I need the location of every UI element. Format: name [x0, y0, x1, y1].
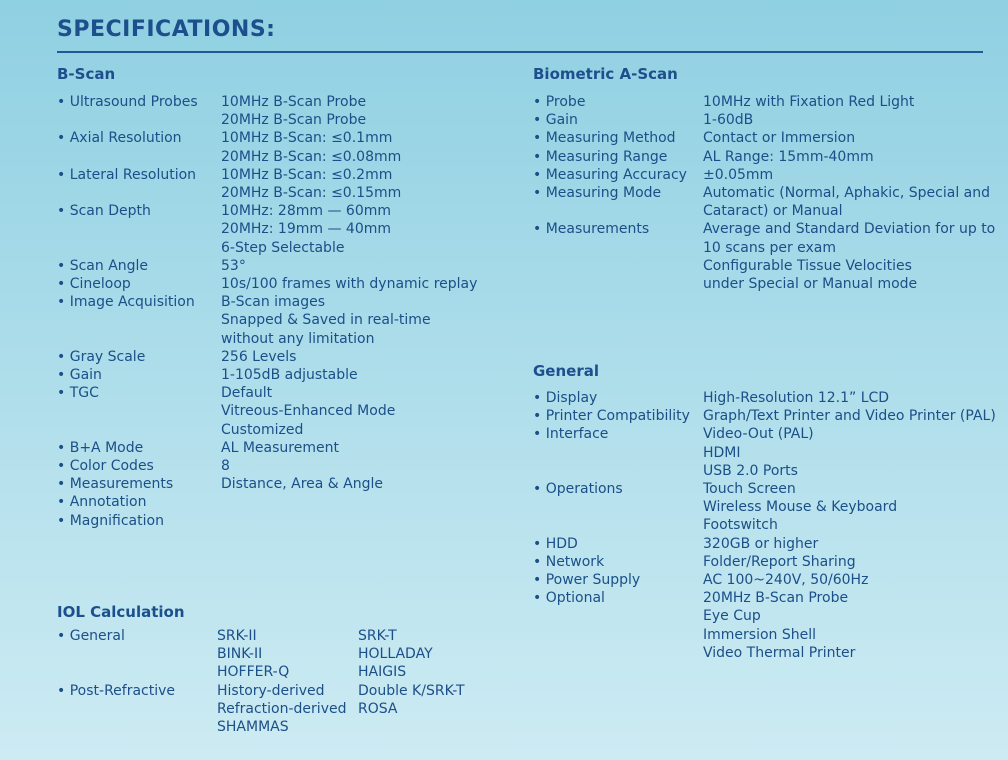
spec-label: • Cineloop: [57, 275, 221, 293]
iol-formula: Double K/SRK-T: [358, 682, 465, 699]
spec-value: HDMI: [703, 444, 741, 461]
iol-formula: ROSA: [358, 700, 398, 717]
spec-values: [703, 535, 818, 553]
iol-heading: IOL Calculation: [57, 603, 185, 621]
spec-values: [221, 202, 391, 257]
page-title: SPECIFICATIONS:: [57, 17, 276, 42]
iol-formula: History-derived: [217, 682, 325, 699]
spec-label: • Gain: [533, 111, 703, 129]
iol-formula-column-1: [217, 682, 358, 737]
spec-label: • Printer Compatibility: [533, 407, 703, 425]
spec-label: • Scan Depth: [57, 202, 221, 257]
spec-row: [533, 480, 996, 535]
spec-label: • Measuring Range: [533, 148, 703, 166]
spec-row: [57, 366, 477, 384]
spec-label: • TGC: [57, 384, 221, 439]
spec-row: [57, 275, 477, 293]
spec-row: [57, 439, 477, 457]
spec-row: [533, 407, 996, 425]
spec-values: [221, 129, 401, 165]
spec-value: AL Range: 15mm-40mm: [703, 148, 874, 165]
spec-value: ±0.05mm: [703, 166, 774, 183]
spec-row: [533, 111, 995, 129]
spec-values: [703, 407, 996, 425]
spec-row: [533, 553, 996, 571]
spec-value: Default: [221, 385, 273, 402]
spec-values: [221, 348, 296, 366]
spec-values: [703, 166, 773, 184]
spec-value: Footswitch: [703, 517, 778, 534]
spec-row: [533, 425, 996, 480]
spec-label: • Annotation: [57, 493, 221, 511]
iol-formula-column-1: [217, 627, 358, 682]
spec-label: • Color Codes: [57, 457, 221, 475]
spec-label: • Gray Scale: [57, 348, 221, 366]
spec-value: AL Measurement: [221, 439, 339, 456]
iol-label: • General: [57, 627, 217, 682]
spec-values: [703, 425, 814, 480]
spec-values: [703, 389, 889, 407]
spec-label: • Magnification: [57, 512, 221, 530]
iol-formula-column-2: [358, 682, 465, 737]
spec-values: [221, 275, 477, 293]
spec-value: Eye Cup: [703, 608, 761, 625]
spec-value: Video-Out (PAL): [703, 426, 814, 443]
spec-values: [703, 111, 753, 129]
spec-value: High-Resolution 12.1” LCD: [703, 390, 890, 406]
spec-row: [57, 129, 477, 165]
spec-values: [703, 480, 897, 535]
spec-value: 10MHz B-Scan: ≤0.1mm: [221, 130, 393, 147]
spec-values: [703, 220, 995, 293]
spec-label: • Network: [533, 553, 703, 571]
spec-row: [533, 93, 995, 111]
spec-label: • Measuring Mode: [533, 184, 703, 220]
iol-formula: BINK-II: [217, 646, 263, 663]
spec-value: 10MHz: 28mm — 60mm: [221, 203, 392, 220]
iol-spec-list: [57, 627, 465, 736]
spec-value: Wireless Mouse & Keyboard: [703, 499, 898, 516]
spec-value: Contact or Immersion: [703, 130, 856, 147]
spec-value: Average and Standard Deviation for up to: [703, 221, 996, 238]
iol-formula: SRK-II: [217, 628, 257, 644]
spec-value: 256 Levels: [221, 348, 297, 365]
spec-values: [703, 184, 990, 220]
spec-row: [533, 166, 995, 184]
spec-value: 20MHz: 19mm — 40mm: [221, 221, 392, 238]
spec-label: • Scan Angle: [57, 257, 221, 275]
spec-label: • Lateral Resolution: [57, 166, 221, 202]
iol-formula-column-2: [358, 627, 433, 682]
spec-label: • Power Supply: [533, 571, 703, 589]
spec-label: • B+A Mode: [57, 439, 221, 457]
spec-value: USB 2.0 Ports: [703, 462, 798, 479]
spec-row: [57, 166, 477, 202]
spec-values: [221, 293, 431, 348]
iol-formula: SRK-T: [358, 628, 397, 644]
spec-value: under Special or Manual mode: [703, 276, 918, 293]
spec-row: [533, 148, 995, 166]
spec-row: [57, 475, 477, 493]
spec-value: Customized: [221, 421, 304, 438]
spec-value: 10MHz B-Scan: ≤0.2mm: [221, 166, 393, 183]
spec-value: AC 100~240V, 50/60Hz: [703, 572, 869, 589]
spec-values: [703, 571, 868, 589]
spec-values: [221, 93, 366, 129]
title-divider: [57, 51, 983, 53]
ascan-heading: Biometric A-Scan: [533, 65, 678, 83]
general-heading: General: [533, 362, 599, 380]
spec-value: 10 scans per exam: [703, 239, 837, 256]
spec-value: 20MHz B-Scan: ≤0.15mm: [221, 185, 402, 202]
spec-row: [57, 493, 477, 511]
spec-row: [533, 389, 996, 407]
spec-value: Touch Screen: [703, 481, 796, 498]
spec-row: [57, 512, 477, 530]
spec-value: 1-60dB: [703, 112, 754, 129]
spec-label: • Axial Resolution: [57, 129, 221, 165]
spec-value: Immersion Shell: [703, 626, 816, 643]
spec-row: [533, 571, 996, 589]
bscan-heading: B-Scan: [57, 65, 116, 83]
spec-values: [221, 257, 246, 275]
iol-row: [57, 682, 465, 737]
spec-row: [57, 293, 477, 348]
bscan-spec-list: [57, 93, 477, 530]
spec-values: [703, 589, 855, 662]
ascan-spec-list: [533, 93, 995, 293]
spec-values: [221, 366, 358, 384]
spec-value: 1-105dB adjustable: [221, 367, 358, 384]
iol-formula: HAIGIS: [358, 664, 407, 681]
spec-value: 20MHz B-Scan Probe: [221, 112, 367, 129]
spec-label: • Ultrasound Probes: [57, 93, 221, 129]
iol-formula: Refraction-derived: [217, 700, 347, 717]
spec-label: • Measurements: [57, 475, 221, 493]
spec-value: without any limitation: [221, 330, 375, 347]
spec-value: 8: [221, 458, 230, 475]
spec-values: [703, 553, 856, 571]
spec-row: [57, 257, 477, 275]
spec-label: • Gain: [57, 366, 221, 384]
spec-value: Graph/Text Printer and Video Printer (PAL): [703, 408, 996, 425]
spec-value: 20MHz B-Scan Probe: [703, 590, 849, 607]
spec-values: [221, 166, 401, 202]
spec-label: • Measurements: [533, 220, 703, 293]
spec-value: Snapped & Saved in real-time: [221, 312, 431, 329]
spec-label: • Measuring Accuracy: [533, 166, 703, 184]
spec-value: 6-Step Selectable: [221, 239, 345, 256]
spec-label: • Operations: [533, 480, 703, 535]
spec-value: B-Scan images: [221, 294, 326, 311]
spec-values: [221, 439, 339, 457]
general-spec-list: [533, 389, 996, 662]
spec-value: 53°: [221, 257, 246, 274]
iol-formula: HOLLADAY: [358, 646, 433, 663]
spec-row: [57, 457, 477, 475]
iol-row: [57, 627, 465, 682]
spec-value: 10MHz B-Scan Probe: [221, 94, 367, 110]
spec-value: Distance, Area & Angle: [221, 476, 383, 493]
spec-values: [703, 93, 914, 111]
spec-value: 20MHz B-Scan: ≤0.08mm: [221, 148, 402, 165]
spec-label: • Measuring Method: [533, 129, 703, 147]
spec-label: • Display: [533, 389, 703, 407]
spec-row: [57, 384, 477, 439]
spec-value: Video Thermal Printer: [703, 644, 856, 661]
spec-values: [703, 148, 874, 166]
spec-values: [703, 129, 855, 147]
spec-row: [533, 129, 995, 147]
iol-label: • Post-Refractive: [57, 682, 217, 737]
spec-value: Vitreous-Enhanced Mode: [221, 403, 396, 420]
spec-value: Cataract) or Manual: [703, 203, 843, 220]
spec-row: [57, 202, 477, 257]
spec-row: [533, 535, 996, 553]
iol-formula: SHAMMAS: [217, 719, 289, 736]
spec-label: • Interface: [533, 425, 703, 480]
iol-formula-columns: [217, 682, 465, 737]
spec-value: Configurable Tissue Velocities: [703, 257, 912, 274]
spec-values: [221, 457, 230, 475]
spec-value: Folder/Report Sharing: [703, 553, 856, 570]
spec-label: • HDD: [533, 535, 703, 553]
spec-value: Automatic (Normal, Aphakic, Special and: [703, 185, 991, 202]
spec-row: [533, 220, 995, 293]
spec-value: 320GB or higher: [703, 535, 819, 552]
spec-row: [533, 184, 995, 220]
spec-label: • Image Acquisition: [57, 293, 221, 348]
spec-row: [57, 93, 477, 129]
iol-formula: HOFFER-Q: [217, 664, 290, 681]
iol-formula-columns: [217, 627, 433, 682]
spec-row: [533, 589, 996, 662]
spec-value: 10s/100 frames with dynamic replay: [221, 276, 478, 293]
spec-values: [221, 475, 383, 493]
spec-value: 10MHz with Fixation Red Light: [703, 94, 915, 110]
spec-label: • Probe: [533, 93, 703, 111]
spec-row: [57, 348, 477, 366]
spec-values: [221, 384, 395, 439]
spec-label: • Optional: [533, 589, 703, 662]
